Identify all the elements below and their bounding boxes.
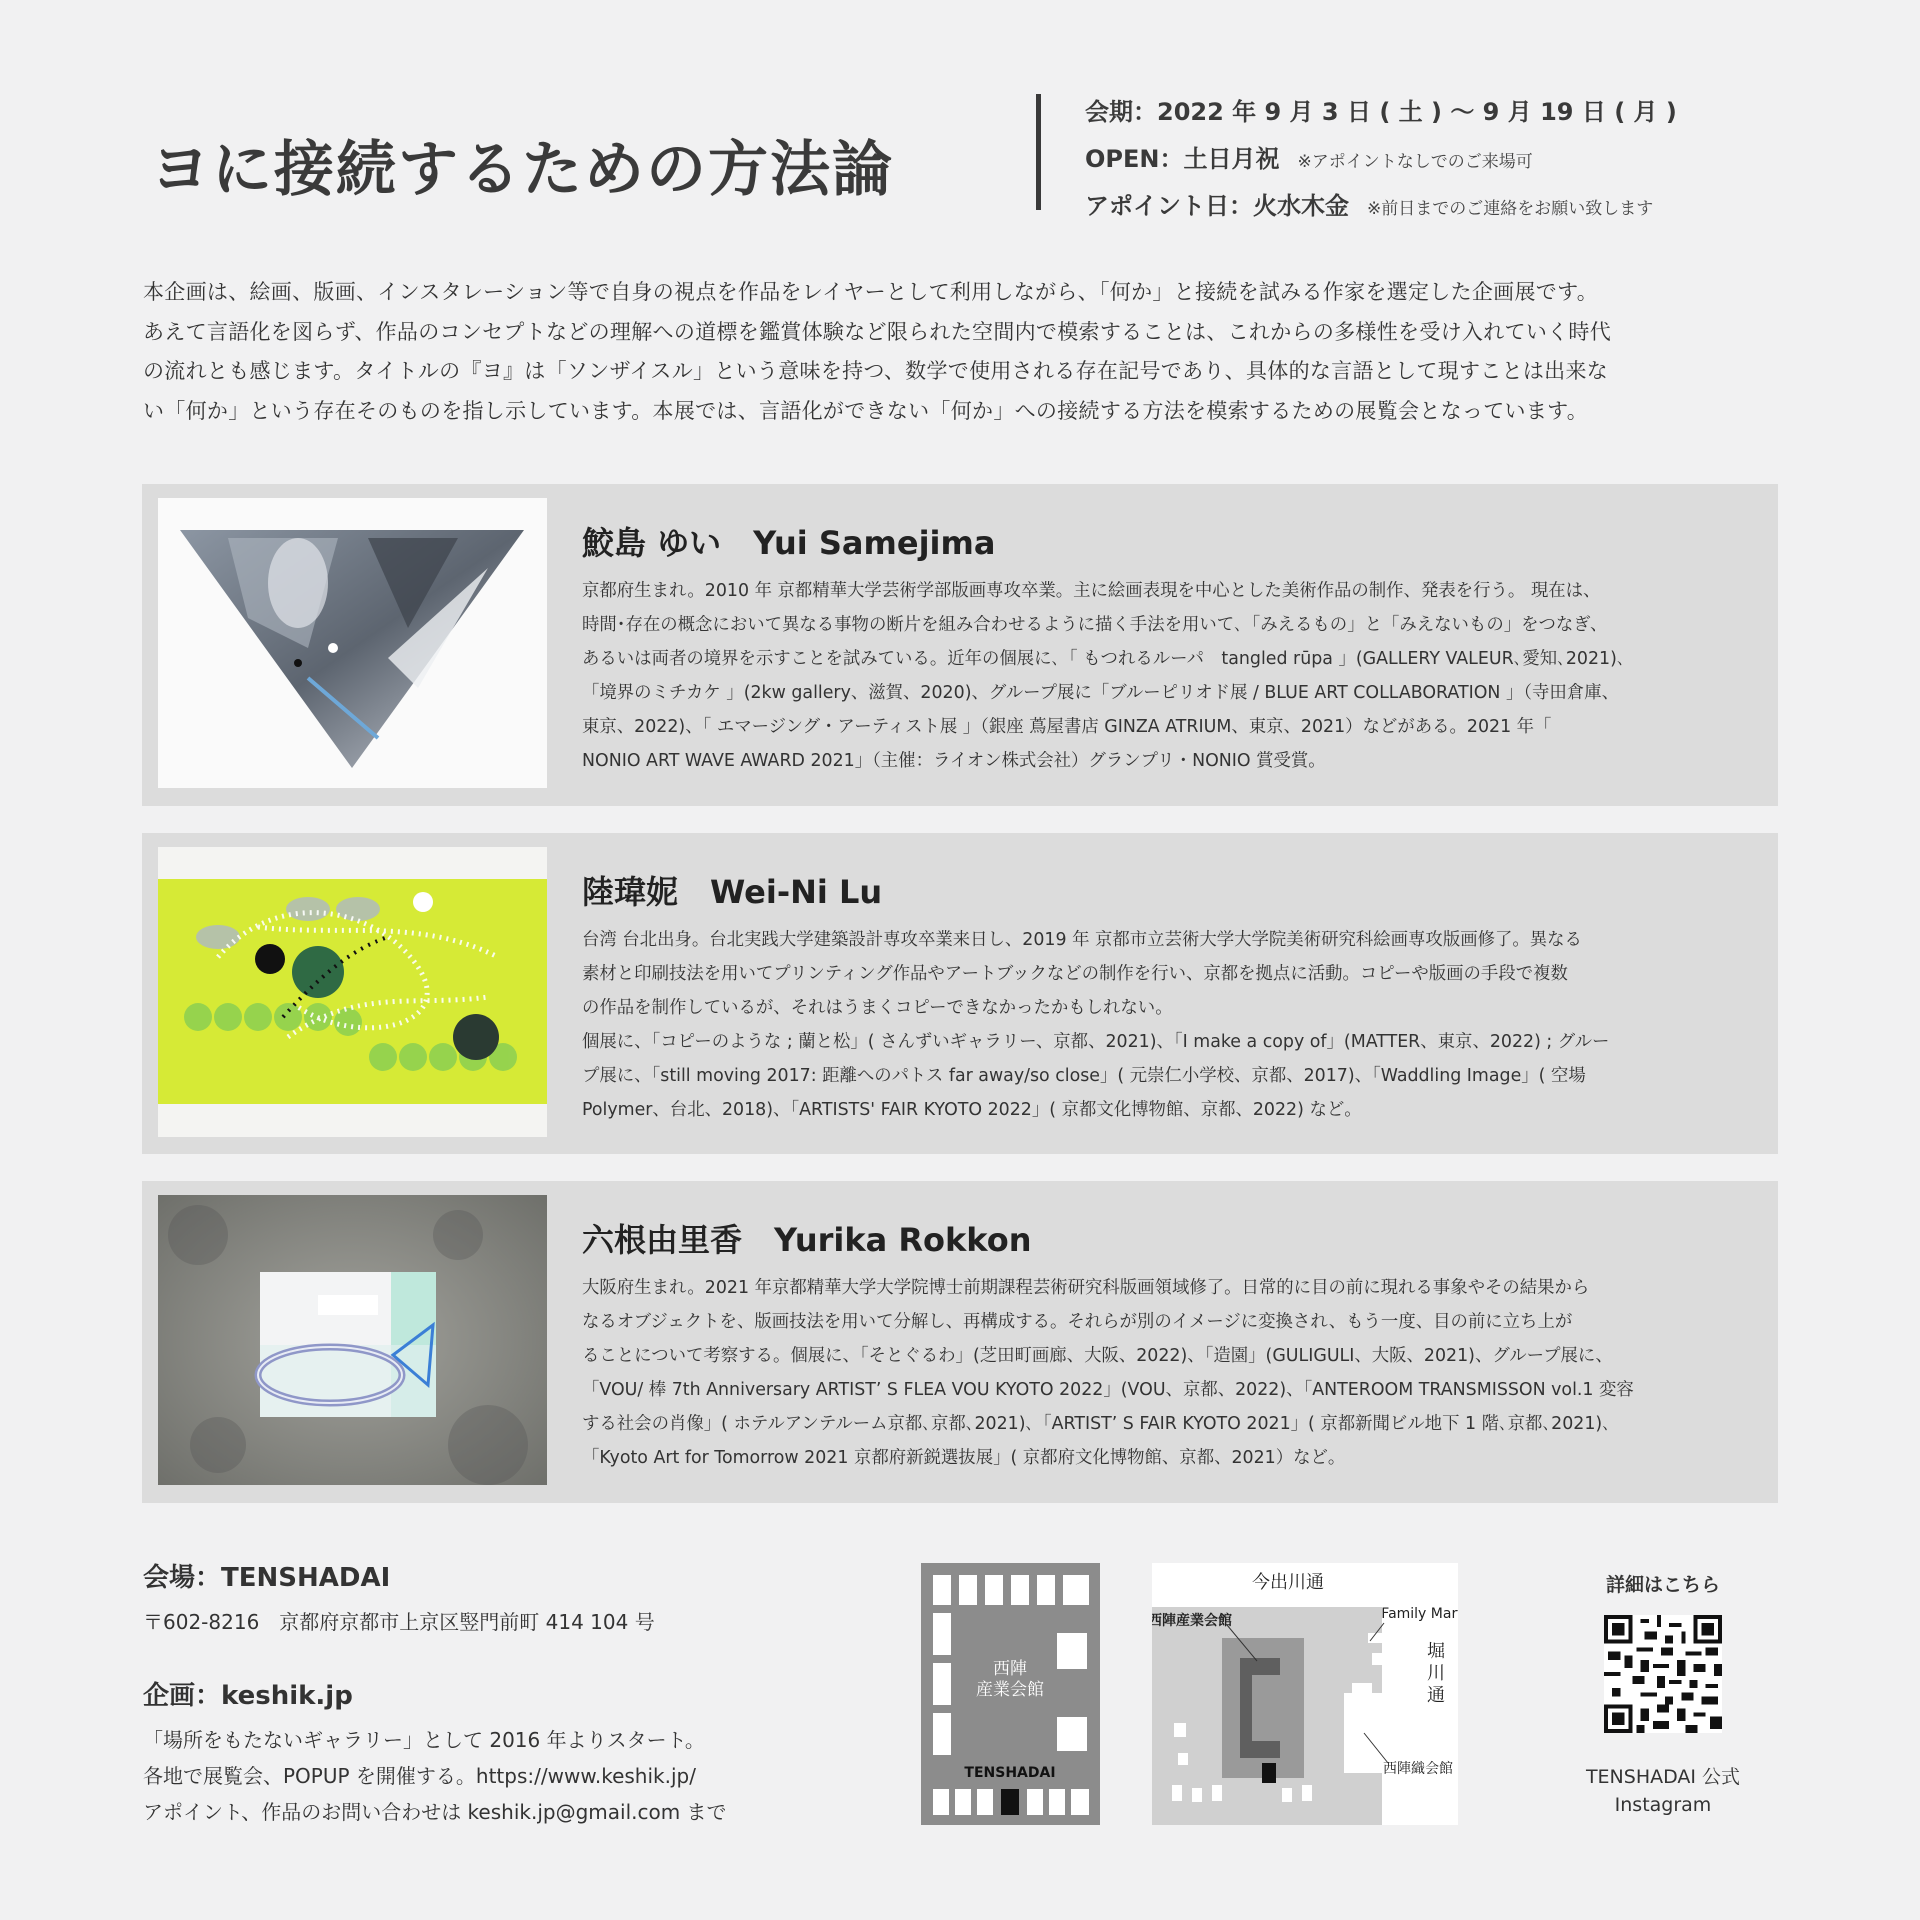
planner-line: アポイント、作品のお問い合わせは keshik.jp@gmail.com まで <box>143 1800 727 1824</box>
open-text: OPEN：土日月祝 <box>1085 145 1280 173</box>
artist-bio <box>582 574 1772 778</box>
intro-text <box>143 273 1783 431</box>
bio-line: NONIO ART WAVE AWARD 2021」（主催：ライオン株式会社）グランプリ・NONIO 賞受賞。 <box>582 751 1326 771</box>
artwork-image-rokkon <box>158 1195 547 1485</box>
artist-bio <box>582 923 1772 1127</box>
bio-line: の作品を制作しているが、それはうまくコピーできなかったかもしれない。 <box>582 998 1173 1018</box>
planner-heading: 企画：keshik.jp <box>143 1681 353 1711</box>
period-row <box>1085 92 1677 139</box>
street-side-label-3: 通 <box>1427 1685 1445 1706</box>
bio-line: 台湾 台北出身。台北実践大学建築設計専攻卒業来日し、2019 年 京都市立芸術大学大学院美術研究科絵画専攻版画修了。異なる <box>582 930 1582 950</box>
bio-line: 東京、2022)、「 エマージング・アーティスト展 」（銀座 蔦屋書店 GINZA ATRIUM、東京、2021）などがある。2021 年「 <box>582 717 1552 737</box>
bio-line: 「Kyoto Art for Tomorrow 2021 京都府新鋭選抜展」( 京都府文化博物館、京都、2021）など。 <box>582 1448 1346 1468</box>
artist-name: 六根由里香 Yurika Rokkon <box>582 1221 1032 1259</box>
title-divider <box>1036 94 1041 210</box>
intro-line: い「何か」という存在そのものを指し示しています。本展では、言語化ができない「何か」への接続する方法を模索するための展覧会となっています。 <box>143 398 1589 423</box>
venue-address: 〒602-8216 京都府京都市上京区竪門前町 414 104 号 <box>143 1610 655 1634</box>
bio-line: あるいは両者の境界を示すことを試みている。近年の個展に､「 もつれるルーパ tangled rūpa 」(GALLERY VALEUR､愛知､2021)､ <box>582 649 1626 669</box>
intro-line: の流れとも感じます。タイトルの『ヨ』は「ソンザイスル」という意味を持つ、数学で使用される存在記号であり、具体的な言語として現すことは出来な <box>143 359 1609 383</box>
exhibition-title: ヨに接続するための方法論 <box>150 135 894 205</box>
qr-code[interactable] <box>1604 1615 1722 1733</box>
street-top-label: 今出川通 <box>1252 1572 1324 1593</box>
appoint-text: アポイント日：火水木金 <box>1085 192 1349 220</box>
planner-line: 「場所をもたないギャラリー」として 2016 年よりスタート。 <box>143 1728 705 1752</box>
qr-title: 詳細はこちら <box>1605 1574 1720 1596</box>
area-map <box>1152 1563 1458 1825</box>
venue-info <box>143 1557 655 1640</box>
artist-card-rokkon <box>142 1181 1778 1503</box>
store-label: Family Mart <box>1381 1606 1458 1622</box>
bio-line: プ展に、「still moving 2017: 距離へのパトス far away/so close」( 元崇仁小学校、京都、2017)、「Waddling Image」( 空場 <box>582 1066 1586 1086</box>
bio-line: 「境界のミチカケ 」(2kw gallery、滋賀、2020)、グループ展に「ブルーピリオド展 / BLUE ART COLLABORATION 」（寺田倉庫、 <box>582 683 1619 703</box>
artist-name: 鮫島 ゆい Yui Samejima <box>582 524 996 562</box>
artist-card-lu <box>142 833 1778 1154</box>
bio-line: 大阪府生まれ。2021 年京都精華大学大学院博士前期課程芸術研究科版画領域修了。日常的に目の前に現れる事象やその結果から <box>582 1278 1590 1298</box>
area-building-label: 西陣産業会館 <box>1152 1613 1232 1629</box>
qr-caption-line1: TENSHADAI 公式 <box>1585 1766 1741 1788</box>
bio-line: ることについて考察する。個展に、「そとぐるわ」(芝田町画廊、大阪、2022)、「造園」(GULIGULI、大阪、2021)、グループ展に、 <box>582 1346 1613 1366</box>
qr-caption-line2: Instagram <box>1614 1794 1712 1816</box>
planner-line: 各地で展覧会、POPUP を開催する。https://www.keshik.jp/ <box>143 1764 696 1788</box>
intro-line: あえて言語化を図らず、作品のコンセプトなどの理解への道標を鑑賞体験など限られた空間内で模索することは、これからの多様性を受け入れていく時代 <box>143 319 1612 344</box>
artwork-image-samejima <box>158 498 547 788</box>
bio-line: なるオブジェクトを、版画技法を用いて分解し、再構成する。それらが別のイメージに変換され、もう一度、目の前に立ち上が <box>582 1312 1573 1332</box>
qr-section <box>1558 1570 1768 1819</box>
street-side-label-2: 川 <box>1427 1663 1445 1684</box>
artwork-image-lu <box>158 847 547 1137</box>
venue-heading: 会場：TENSHADAI <box>143 1563 391 1593</box>
building-label-line1: 西陣 <box>993 1659 1027 1679</box>
building-floor-map <box>921 1563 1100 1825</box>
bio-line: 「VOU/ 棒 7th Anniversary ARTIST’ S FLEA VOU KYOTO 2022」(VOU、京都、2022)、「ANTEROOM TRANSMISSON vol.1 変容 <box>582 1380 1634 1400</box>
period-text: 会期：2022 年 9 月 3 日 ( 土 ) 〜 9 月 19 日 ( 月 ) <box>1085 98 1677 126</box>
bio-line: 京都府生まれ。2010 年 京都精華大学芸術学部版画専攻卒業。主に絵画表現を中心とした美術作品の制作、発表を行う。 現在は、 <box>582 581 1601 601</box>
building-label-line2: 産業会館 <box>976 1680 1044 1700</box>
bio-line: 個展に、「コピーのような ; 蘭と松」( さんずいギャラリー、京都、2021)、「I make a copy of」(MATTER、東京、2022) ; グルー <box>582 1032 1610 1052</box>
open-row <box>1085 139 1677 186</box>
exhibition-schedule <box>1085 92 1677 233</box>
bio-line: Polymer、台北、2018)、「ARTISTS' FAIR KYOTO 2022」( 京都文化博物館、京都、2022) など。 <box>582 1100 1362 1120</box>
open-note: ※アポイントなしでのご来場可 <box>1297 152 1533 172</box>
artist-card-samejima <box>142 484 1778 806</box>
street-side-label-1: 堀 <box>1427 1641 1445 1662</box>
textile-hall-label: 西陣織会館 <box>1383 1761 1453 1777</box>
bio-line: 素材と印刷技法を用いてプリンティング作品やアートブックなどの制作を行い、京都を拠点に活動。コピーや版画の手段で複数 <box>582 964 1568 984</box>
intro-line: 本企画は、絵画、版画、インスタレーション等で自身の視点を作品をレイヤーとして利用しながら、「何か」と接続を試みる作家を選定した企画展です。 <box>143 280 1598 304</box>
bio-line: する社会の肖像」( ホテルアンテルーム京都､京都､2021)､「ARTIST’ S FAIR KYOTO 2021」( 京都新聞ビル地下 1 階､京都､2021)､ <box>582 1414 1611 1434</box>
artist-bio <box>582 1271 1772 1475</box>
appoint-note: ※前日までのご連絡をお願い致します <box>1367 199 1654 219</box>
appoint-row <box>1085 186 1677 233</box>
bio-line: 時間･存在の概念において異なる事物の断片を組み合わせるように描く手法を用いて､「みえるもの」と「みえないもの」をつなぎ、 <box>582 615 1608 635</box>
entrance-label: TENSHADAI <box>964 1765 1056 1781</box>
planner-info <box>143 1675 727 1830</box>
artist-name: 陸瑋妮 Wei-Ni Lu <box>582 873 883 911</box>
